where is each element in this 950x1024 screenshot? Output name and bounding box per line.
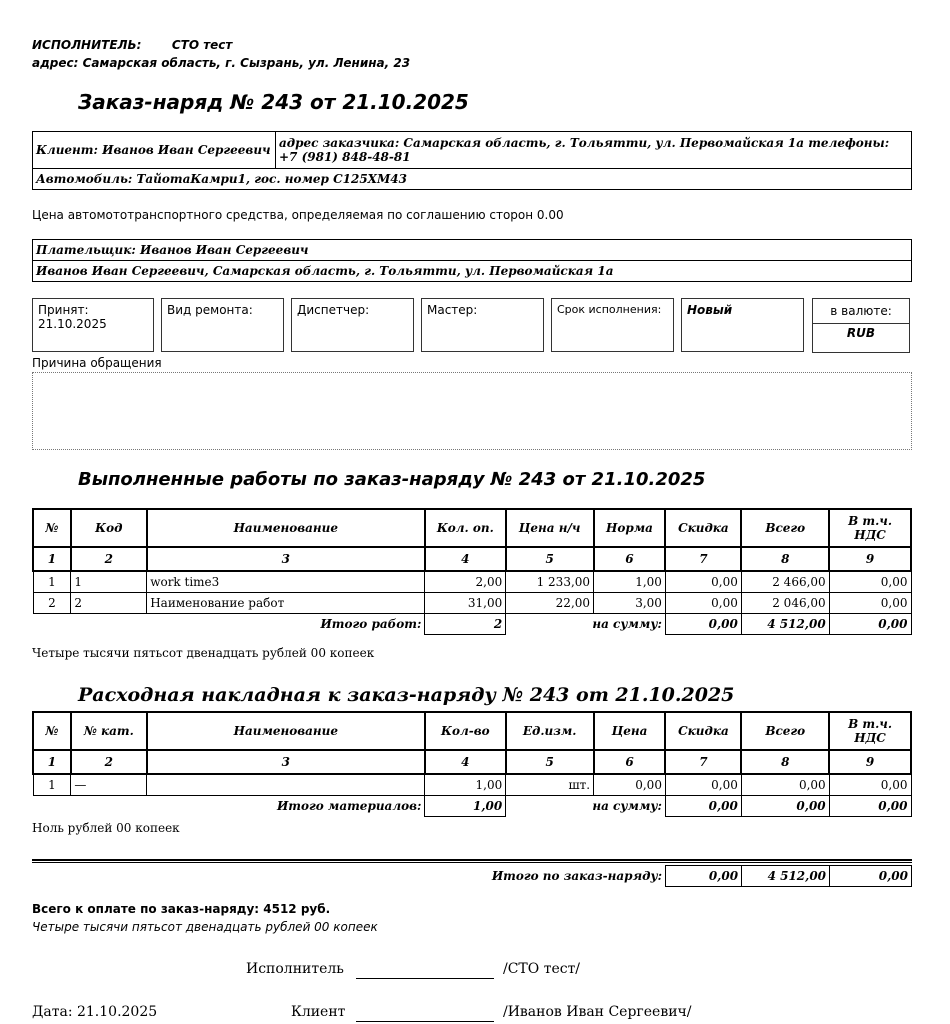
grand-total-discount: 0,00: [666, 866, 742, 887]
table-row: [33, 571, 911, 593]
col-header: Кол-во: [425, 712, 506, 750]
table-row: [33, 774, 911, 796]
col-header: В т.ч. НДС: [829, 712, 911, 750]
col-number: 2: [71, 750, 147, 774]
cell-price: 22,00: [506, 593, 594, 614]
col-number: 9: [829, 750, 911, 774]
cell-qty: 1,00: [425, 774, 506, 796]
document-title: Заказ-наряд № 243 от 21.10.2025: [78, 90, 469, 114]
cell-vat: 0,00: [829, 571, 911, 593]
works-total-vat: 0,00: [829, 614, 911, 635]
client-sign-line: [356, 1021, 494, 1022]
deadline-box: [551, 298, 674, 352]
col-number: 8: [741, 750, 829, 774]
reason-field: [32, 372, 912, 450]
cell-unit: шт.: [506, 774, 594, 796]
accepted-value: 21.10.2025: [38, 317, 107, 331]
payer-cell: Плательщик: Иванов Иван Сергеевич: [33, 240, 912, 261]
executor-sign-line: [356, 978, 494, 979]
works-title: Выполненные работы по заказ-наряду № 243 от 21.10.2025: [78, 469, 706, 490]
materials-total-label: Итого материалов:: [276, 799, 422, 814]
col-number: 2: [71, 547, 147, 571]
col-header: Цена н/ч: [506, 509, 594, 547]
client-table: [32, 131, 912, 190]
cell-discount: 0,00: [665, 593, 741, 614]
works-total-discount: 0,00: [665, 614, 741, 635]
col-header: Наименование: [147, 509, 425, 547]
signature-date: Дата: 21.10.2025: [32, 1004, 158, 1020]
status-badge: Новый: [687, 303, 733, 317]
client-sign-label: Клиент: [291, 1004, 346, 1020]
repair-type-box: [161, 298, 284, 352]
materials-total-sum: 0,00: [741, 796, 829, 817]
currency-box: [812, 298, 910, 353]
repair-type-label: Вид ремонта:: [167, 303, 253, 317]
address-label: адрес:: [32, 56, 79, 70]
col-number: 1: [33, 547, 71, 571]
materials-total-words: Ноль рублей 00 копеек: [32, 821, 180, 835]
col-number: 3: [147, 750, 425, 774]
cell-price: 1 233,00: [506, 571, 594, 593]
works-total-row: [33, 614, 911, 635]
cell-vat: 0,00: [829, 774, 911, 796]
client-address-cell: адрес заказчика: Самарская область, г. Тольятти, ул. Первомайская 1а телефоны: +7 (981) 848-48-81: [276, 132, 912, 169]
executor-name: СТО тест: [171, 38, 233, 52]
cell-norm: 1,00: [594, 571, 666, 593]
col-header: Наименование: [147, 712, 425, 750]
vehicle-price-text: Цена автомототранспортного средства, определяемая по соглашению сторон 0.00: [32, 208, 564, 222]
materials-total-vat: 0,00: [829, 796, 911, 817]
works-total-sum: 4 512,00: [741, 614, 829, 635]
col-header: Всего: [741, 712, 829, 750]
col-number: 5: [506, 750, 594, 774]
cell-vat: 0,00: [829, 593, 911, 614]
col-number: 1: [33, 750, 71, 774]
table-row: [33, 593, 911, 614]
grand-total-label: Итого по заказ-наряду:: [491, 869, 663, 883]
col-number: 5: [506, 547, 594, 571]
dispatcher-label: Диспетчер:: [297, 303, 370, 317]
cell-price: 0,00: [594, 774, 666, 796]
master-label: Мастер:: [427, 303, 478, 317]
cell-n: 2: [33, 593, 71, 614]
cell-total: 2 466,00: [741, 571, 829, 593]
cell-qty: 31,00: [425, 593, 506, 614]
col-number: 8: [741, 547, 829, 571]
payer-table: [32, 239, 912, 282]
grand-total-sum: 4 512,00: [742, 866, 830, 887]
cell-total: 0,00: [741, 774, 829, 796]
car-cell: Автомобиль: ТайотаКамри1, гос. номер С125ХМ43: [33, 169, 912, 190]
col-header: Всего: [741, 509, 829, 547]
works-table: [32, 508, 912, 635]
col-number: 6: [594, 750, 666, 774]
materials-colnum-row: [33, 750, 911, 774]
cell-total: 2 046,00: [741, 593, 829, 614]
cell-code: 2: [71, 593, 147, 614]
cell-qty: 2,00: [425, 571, 506, 593]
currency-value: RUB: [846, 326, 876, 340]
dispatcher-box: [291, 298, 414, 352]
payment-words: Четыре тысячи пятьсот двенадцать рублей 00 копеек: [32, 920, 378, 934]
col-number: 7: [665, 547, 741, 571]
executor-line: [32, 38, 232, 52]
executor-sign-label: Исполнитель: [246, 961, 344, 977]
materials-title: Расходная накладная к заказ-наряду № 243 от 21.10.2025: [78, 684, 735, 706]
grand-total-divider: [32, 859, 912, 863]
works-colnum-row: [33, 547, 911, 571]
cell-discount: 0,00: [665, 571, 741, 593]
accepted-box: [32, 298, 154, 352]
cell-cat: —: [71, 774, 147, 796]
col-header: Кол. оп.: [425, 509, 506, 547]
materials-total-qty: 1,00: [425, 796, 506, 817]
col-header: Цена: [594, 712, 666, 750]
cell-discount: 0,00: [665, 774, 741, 796]
col-number: 4: [425, 750, 506, 774]
materials-table: [32, 711, 912, 817]
col-number: 3: [147, 547, 425, 571]
executor-sign-name: /СТО тест/: [503, 961, 581, 977]
col-header: Код: [71, 509, 147, 547]
accepted-label: Принят:: [38, 303, 89, 317]
col-header: Скидка: [665, 509, 741, 547]
cell-norm: 3,00: [594, 593, 666, 614]
works-total-label: Итого работ:: [320, 617, 422, 632]
cell-name: Наименование работ: [147, 593, 425, 614]
col-number: 7: [665, 750, 741, 774]
materials-total-discount: 0,00: [665, 796, 741, 817]
executor-address-line: [32, 56, 410, 70]
materials-total-row: [33, 796, 911, 817]
col-header: Норма: [594, 509, 666, 547]
materials-header-row: [33, 712, 911, 750]
works-total-count: 2: [425, 614, 506, 635]
works-total-words: Четыре тысячи пятьсот двенадцать рублей 00 копеек: [32, 646, 375, 660]
materials-sum-label: на сумму:: [592, 799, 662, 814]
cell-n: 1: [33, 774, 71, 796]
cell-name: work time3: [147, 571, 425, 593]
col-header: №: [33, 712, 71, 750]
grand-total-table: [32, 865, 912, 887]
client-sign-name: /Иванов Иван Сергеевич/: [503, 1004, 692, 1020]
col-header: № кат.: [71, 712, 147, 750]
payer-details-cell: Иванов Иван Сергеевич, Самарская область, г. Тольятти, ул. Первомайская 1а: [33, 261, 912, 282]
cell-name: [147, 774, 425, 796]
works-header-row: [33, 509, 911, 547]
cell-code: 1: [71, 571, 147, 593]
col-number: 6: [594, 547, 666, 571]
executor-label: ИСПОЛНИТЕЛЬ:: [32, 38, 142, 52]
client-name-cell: Клиент: Иванов Иван Сергеевич: [33, 132, 276, 169]
col-number: 9: [829, 547, 911, 571]
col-header: Скидка: [665, 712, 741, 750]
status-box: [681, 298, 804, 352]
reason-label: Причина обращения: [32, 356, 162, 370]
deadline-label: Срок исполнения:: [557, 303, 662, 316]
col-header: №: [33, 509, 71, 547]
cell-n: 1: [33, 571, 71, 593]
master-box: [421, 298, 544, 352]
col-header: В т.ч. НДС: [829, 509, 911, 547]
col-number: 4: [425, 547, 506, 571]
col-header: Ед.изм.: [506, 712, 594, 750]
grand-total-vat: 0,00: [830, 866, 912, 887]
works-sum-label: на сумму:: [592, 617, 662, 632]
address-value: Самарская область, г. Сызрань, ул. Ленина, 23: [82, 56, 411, 70]
payment-total: Всего к оплате по заказ-наряду: 4512 руб.: [32, 902, 331, 916]
currency-label: в валюте:: [813, 299, 909, 324]
